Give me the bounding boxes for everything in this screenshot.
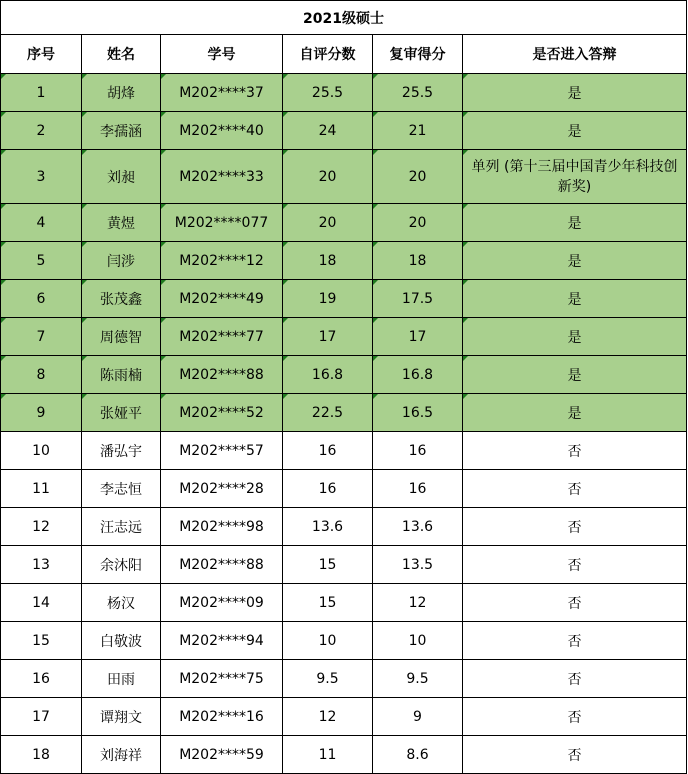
cell-marker-icon [82, 280, 87, 285]
cell-student-id[interactable]: M202****98 [161, 508, 283, 546]
cell-self-score[interactable]: 19 [283, 280, 373, 318]
table-row [1, 546, 687, 584]
cell-student-id[interactable]: M202****88 [161, 546, 283, 584]
cell-review-score[interactable]: 18 [373, 242, 463, 280]
cell-marker-icon [161, 204, 166, 209]
cell-no[interactable]: 16 [1, 660, 82, 698]
table-row [1, 508, 687, 546]
cell-review-score[interactable]: 9.5 [373, 660, 463, 698]
cell-marker-icon [161, 280, 166, 285]
cell-self-score[interactable]: 15 [283, 546, 373, 584]
cell-student-id[interactable]: M202****49 [161, 280, 283, 318]
header-review-score: 复审得分 [373, 35, 463, 74]
cell-review-score[interactable]: 25.5 [373, 74, 463, 112]
cell-self-score[interactable]: 17 [283, 318, 373, 356]
cell-marker-icon [373, 112, 378, 117]
cell-marker-icon [283, 280, 288, 285]
cell-marker-icon [1, 318, 6, 323]
cell-defense[interactable]: 是 [463, 204, 687, 242]
cell-name[interactable]: 张茂鑫 [82, 280, 161, 318]
cell-marker-icon [283, 112, 288, 117]
cell-marker-icon [373, 204, 378, 209]
cell-student-id[interactable]: M202****88 [161, 356, 283, 394]
cell-marker-icon [463, 204, 468, 209]
cell-no[interactable]: 8 [1, 356, 82, 394]
cell-marker-icon [463, 150, 468, 155]
cell-student-id[interactable]: M202****40 [161, 112, 283, 150]
header-name: 姓名 [82, 35, 161, 74]
cell-marker-icon [82, 394, 87, 399]
cell-marker-icon [82, 318, 87, 323]
cell-self-score[interactable]: 16 [283, 432, 373, 470]
cell-student-id[interactable]: M202****52 [161, 394, 283, 432]
cell-marker-icon [161, 318, 166, 323]
cell-review-score[interactable]: 13.6 [373, 508, 463, 546]
cell-marker-icon [82, 150, 87, 155]
cell-student-id[interactable]: M202****09 [161, 584, 283, 622]
table-row [1, 74, 687, 112]
cell-marker-icon [373, 242, 378, 247]
cell-review-score[interactable]: 16.5 [373, 394, 463, 432]
cell-marker-icon [373, 356, 378, 361]
cell-self-score[interactable]: 18 [283, 242, 373, 280]
cell-self-score[interactable]: 12 [283, 698, 373, 736]
cell-no[interactable]: 5 [1, 242, 82, 280]
cell-marker-icon [82, 242, 87, 247]
cell-marker-icon [283, 74, 288, 79]
table-row [1, 112, 687, 150]
cell-name[interactable]: 陈雨楠 [82, 356, 161, 394]
cell-defense[interactable]: 是 [463, 280, 687, 318]
cell-student-id[interactable]: M202****33 [161, 150, 283, 204]
cell-defense[interactable]: 否 [463, 508, 687, 546]
cell-review-score[interactable]: 9 [373, 698, 463, 736]
cell-marker-icon [463, 394, 468, 399]
cell-self-score[interactable]: 9.5 [283, 660, 373, 698]
cell-name[interactable]: 谭翔文 [82, 698, 161, 736]
header-row [1, 35, 687, 74]
cell-self-score[interactable]: 16.8 [283, 356, 373, 394]
cell-self-score[interactable]: 13.6 [283, 508, 373, 546]
cell-self-score[interactable]: 16 [283, 470, 373, 508]
cell-defense[interactable]: 否 [463, 622, 687, 660]
cell-review-score[interactable]: 13.5 [373, 546, 463, 584]
cell-name[interactable]: 黄煜 [82, 204, 161, 242]
cell-self-score[interactable]: 20 [283, 150, 373, 204]
table-row [1, 432, 687, 470]
cell-review-score[interactable]: 16 [373, 470, 463, 508]
cell-marker-icon [283, 242, 288, 247]
table-row [1, 622, 687, 660]
cell-marker-icon [283, 204, 288, 209]
cell-name[interactable]: 汪志远 [82, 508, 161, 546]
cell-marker-icon [1, 112, 6, 117]
cell-marker-icon [161, 150, 166, 155]
cell-marker-icon [463, 280, 468, 285]
cell-no[interactable]: 7 [1, 318, 82, 356]
cell-review-score[interactable]: 16.8 [373, 356, 463, 394]
cell-no[interactable]: 11 [1, 470, 82, 508]
cell-marker-icon [373, 150, 378, 155]
cell-marker-icon [1, 394, 6, 399]
cell-defense[interactable]: 是 [463, 74, 687, 112]
cell-name[interactable]: 刘昶 [82, 150, 161, 204]
cell-defense[interactable]: 是 [463, 318, 687, 356]
cell-marker-icon [161, 74, 166, 79]
table-row [1, 242, 687, 280]
cell-defense[interactable]: 否 [463, 698, 687, 736]
cell-self-score[interactable]: 24 [283, 112, 373, 150]
cell-defense[interactable]: 否 [463, 432, 687, 470]
cell-no[interactable]: 17 [1, 698, 82, 736]
cell-no[interactable]: 10 [1, 432, 82, 470]
cell-marker-icon [463, 318, 468, 323]
cell-no[interactable]: 15 [1, 622, 82, 660]
cell-marker-icon [82, 356, 87, 361]
cell-student-id[interactable]: M202****37 [161, 74, 283, 112]
cell-marker-icon [283, 318, 288, 323]
cell-name[interactable]: 杨汉 [82, 584, 161, 622]
cell-student-id[interactable]: M202****75 [161, 660, 283, 698]
cell-defense[interactable]: 是 [463, 242, 687, 280]
table-row [1, 698, 687, 736]
header-student-id: 学号 [161, 35, 283, 74]
cell-marker-icon [161, 112, 166, 117]
cell-review-score[interactable]: 20 [373, 204, 463, 242]
cell-self-score[interactable]: 25.5 [283, 74, 373, 112]
cell-marker-icon [463, 112, 468, 117]
header-self-score: 自评分数 [283, 35, 373, 74]
cell-name[interactable]: 胡烽 [82, 74, 161, 112]
cell-defense[interactable]: 否 [463, 546, 687, 584]
cell-review-score[interactable]: 21 [373, 112, 463, 150]
cell-marker-icon [463, 242, 468, 247]
cell-marker-icon [1, 280, 6, 285]
cell-student-id[interactable]: M202****59 [161, 736, 283, 774]
cell-marker-icon [463, 74, 468, 79]
cell-review-score[interactable]: 12 [373, 584, 463, 622]
cell-review-score[interactable]: 10 [373, 622, 463, 660]
table-row [1, 318, 687, 356]
header-defense: 是否进入答辩 [463, 35, 687, 74]
cell-defense[interactable]: 否 [463, 736, 687, 774]
cell-no[interactable]: 1 [1, 74, 82, 112]
cell-defense[interactable]: 否 [463, 470, 687, 508]
cell-defense[interactable]: 单列 (第十三届中国青少年科技创新奖) [463, 150, 687, 204]
cell-self-score[interactable]: 22.5 [283, 394, 373, 432]
cell-student-id[interactable]: M202****077 [161, 204, 283, 242]
cell-marker-icon [373, 318, 378, 323]
cell-no[interactable]: 18 [1, 736, 82, 774]
cell-name[interactable]: 周德智 [82, 318, 161, 356]
cell-marker-icon [161, 242, 166, 247]
cell-name[interactable]: 潘弘宇 [82, 432, 161, 470]
cell-marker-icon [463, 356, 468, 361]
cell-marker-icon [283, 356, 288, 361]
cell-defense[interactable]: 是 [463, 356, 687, 394]
cell-self-score[interactable]: 15 [283, 584, 373, 622]
cell-marker-icon [373, 394, 378, 399]
table-row [1, 736, 687, 774]
header-no: 序号 [1, 35, 82, 74]
cell-student-id[interactable]: M202****16 [161, 698, 283, 736]
cell-marker-icon [161, 394, 166, 399]
cell-review-score[interactable]: 17.5 [373, 280, 463, 318]
cell-marker-icon [161, 356, 166, 361]
table-row [1, 470, 687, 508]
cell-marker-icon [82, 112, 87, 117]
cell-name[interactable]: 刘海祥 [82, 736, 161, 774]
cell-no[interactable]: 13 [1, 546, 82, 584]
cell-no[interactable]: 6 [1, 280, 82, 318]
cell-marker-icon [373, 280, 378, 285]
cell-name[interactable]: 闫涉 [82, 242, 161, 280]
cell-no[interactable]: 9 [1, 394, 82, 432]
cell-review-score[interactable]: 16 [373, 432, 463, 470]
cell-marker-icon [1, 204, 6, 209]
table-row [1, 584, 687, 622]
cell-name[interactable]: 李志恒 [82, 470, 161, 508]
cell-name[interactable]: 李孺涵 [82, 112, 161, 150]
cell-defense[interactable]: 是 [463, 394, 687, 432]
cell-defense[interactable]: 否 [463, 584, 687, 622]
cell-student-id[interactable]: M202****77 [161, 318, 283, 356]
table-row [1, 394, 687, 432]
cell-no[interactable]: 12 [1, 508, 82, 546]
cell-no[interactable]: 3 [1, 150, 82, 204]
cell-review-score[interactable]: 8.6 [373, 736, 463, 774]
cell-review-score[interactable]: 17 [373, 318, 463, 356]
cell-marker-icon [283, 150, 288, 155]
cell-name[interactable]: 余沐阳 [82, 546, 161, 584]
table-row [1, 660, 687, 698]
cell-no[interactable]: 14 [1, 584, 82, 622]
cell-marker-icon [1, 150, 6, 155]
cell-student-id[interactable]: M202****57 [161, 432, 283, 470]
cell-marker-icon [1, 242, 6, 247]
table-row [1, 150, 687, 204]
cell-self-score[interactable]: 11 [283, 736, 373, 774]
table-row [1, 356, 687, 394]
cell-name[interactable]: 田雨 [82, 660, 161, 698]
cell-self-score[interactable]: 10 [283, 622, 373, 660]
table-row [1, 204, 687, 242]
cell-marker-icon [1, 74, 6, 79]
cell-marker-icon [373, 74, 378, 79]
cell-marker-icon [82, 74, 87, 79]
cell-no[interactable]: 2 [1, 112, 82, 150]
cell-marker-icon [1, 356, 6, 361]
cell-self-score[interactable]: 20 [283, 204, 373, 242]
cell-defense[interactable]: 是 [463, 112, 687, 150]
cell-name[interactable]: 白敬波 [82, 622, 161, 660]
cell-marker-icon [283, 394, 288, 399]
cell-review-score[interactable]: 20 [373, 150, 463, 204]
table-row [1, 280, 687, 318]
cell-name[interactable]: 张娅平 [82, 394, 161, 432]
cell-student-id[interactable]: M202****28 [161, 470, 283, 508]
table-title: 2021级硕士 [1, 1, 687, 35]
cell-marker-icon [82, 204, 87, 209]
cell-defense[interactable]: 否 [463, 660, 687, 698]
cell-no[interactable]: 4 [1, 204, 82, 242]
cell-student-id[interactable]: M202****94 [161, 622, 283, 660]
cell-student-id[interactable]: M202****12 [161, 242, 283, 280]
